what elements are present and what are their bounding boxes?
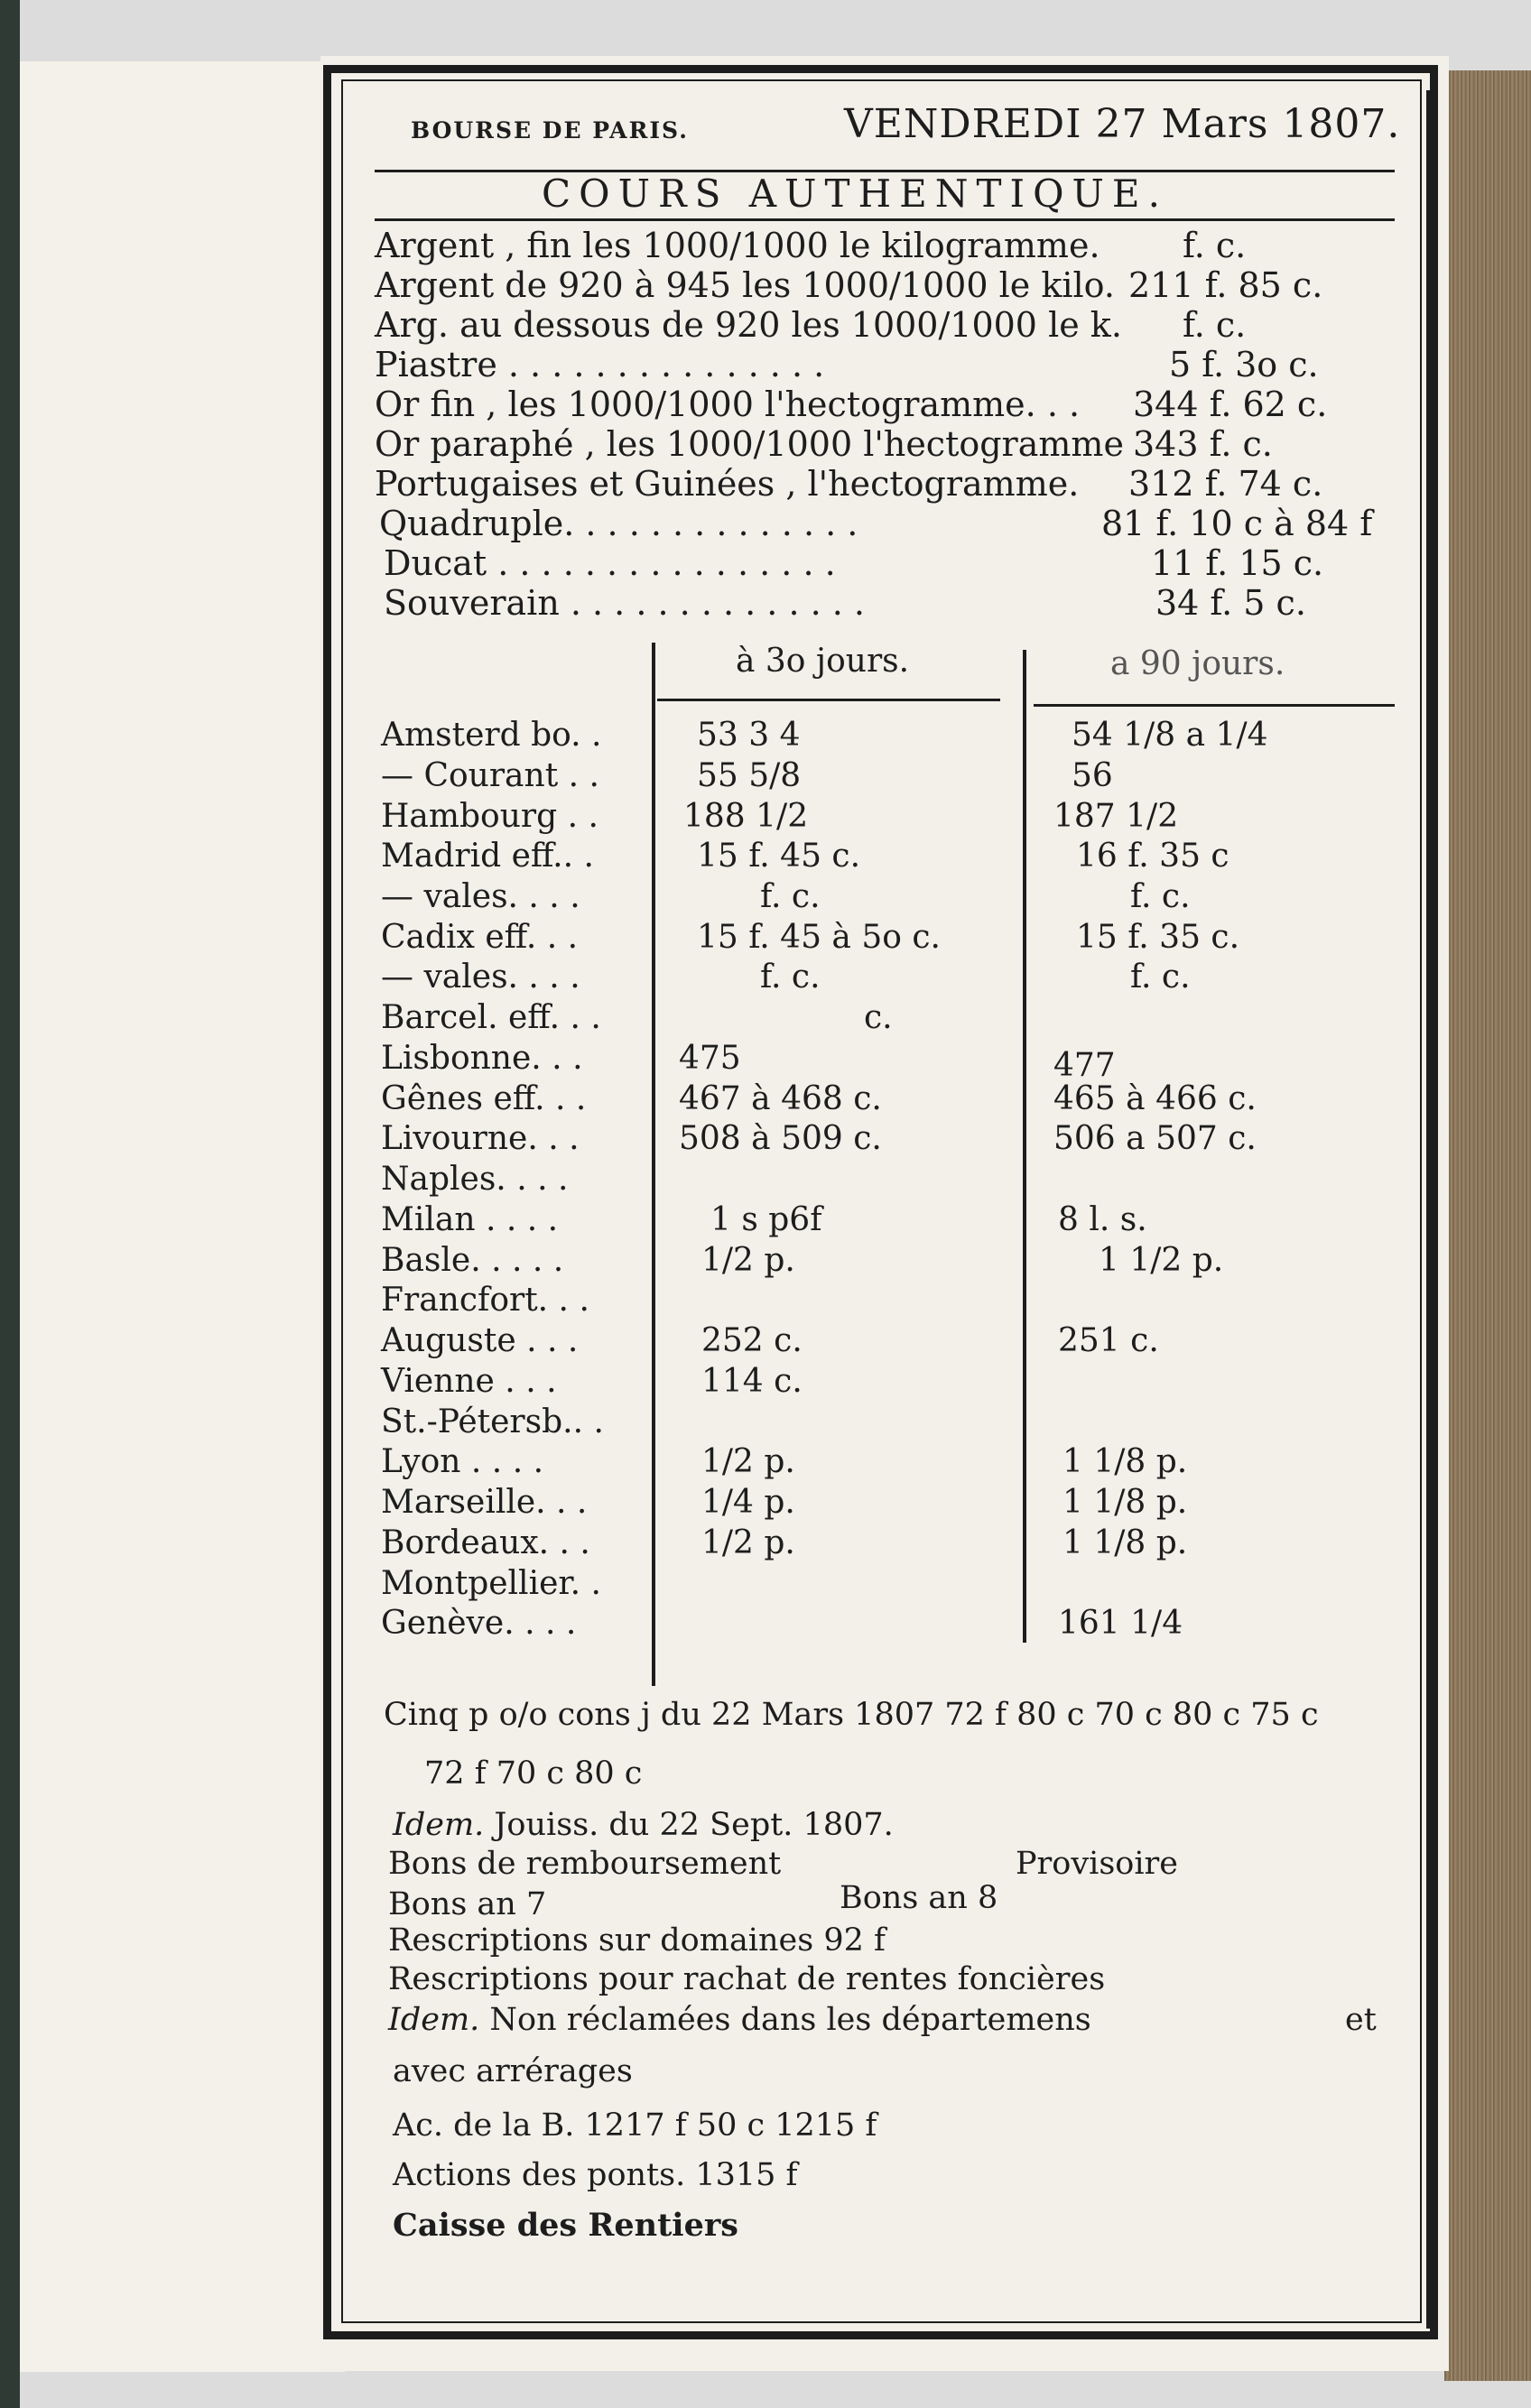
bons-an-8: Bons an 8 <box>840 1880 998 1916</box>
city-name: Barcel. eff. . . <box>381 999 601 1036</box>
rate-30: 188 1/2 <box>683 798 809 835</box>
col-30-header: à 3o jours. <box>736 643 910 680</box>
metal-price: 343 f. c. <box>1133 424 1273 464</box>
rate-30: c. <box>864 999 893 1036</box>
rate-90: 161 1/4 <box>1058 1605 1183 1642</box>
city-name: — vales. . . . <box>381 959 580 996</box>
city-name: Lyon . . . . <box>381 1443 544 1480</box>
rate-90: 506 a 507 c. <box>1053 1120 1257 1157</box>
bulletin-date: VENDREDI 27 Mars 1807. <box>844 101 1401 147</box>
table-row <box>381 756 1113 797</box>
cinq-pour-cent-line: Cinq p o/o cons j du 22 Mars 1807 72 f 80 c 70 c 80 c 75 c <box>384 1697 1319 1733</box>
metal-label: Quadruple. . . . . . . . . . . . . . <box>379 504 858 543</box>
rescriptions-rachat: Rescriptions pour rachat de rentes foncières <box>388 1961 1106 1997</box>
city-name: Vienne . . . <box>381 1363 557 1400</box>
city-name: Genève. . . . <box>381 1605 577 1642</box>
city-name: Naples. . . . <box>381 1161 569 1198</box>
cours-title: COURS AUTHENTIQUE. <box>542 171 1168 216</box>
idem-label: Idem. <box>388 2002 480 2038</box>
table-row <box>381 1160 568 1200</box>
rate-90: 251 c. <box>1058 1322 1159 1359</box>
city-name: Basle. . . . . <box>381 1242 564 1279</box>
city-name: Francfort. . . <box>381 1282 589 1319</box>
table-row <box>381 716 1268 756</box>
rescriptions-domaines: Rescriptions sur domaines 92 f <box>388 1922 886 1959</box>
rate-90: 465 à 466 c. <box>1053 1080 1257 1117</box>
rate-30: 1/2 p. <box>701 1242 795 1279</box>
rate-30: 1/2 p. <box>701 1443 795 1480</box>
table-row <box>381 1119 1257 1160</box>
idem-label: Idem. <box>393 1807 485 1843</box>
table-row <box>381 1079 1257 1120</box>
metal-label: Argent de 920 à 945 les 1000/1000 le kilo. <box>375 265 1115 305</box>
actions-banque: Ac. de la B. 1217 f 50 c 1215 f <box>393 2107 877 2144</box>
rate-90: 187 1/2 <box>1053 798 1179 835</box>
rate-30: 15 f. 45 c. <box>697 838 861 875</box>
col-90-rule <box>1034 704 1395 707</box>
metal-price: 81 f. 10 c à 84 f <box>1101 504 1373 543</box>
bons-remboursement: Bons de remboursement <box>388 1846 782 1882</box>
city-name: Cadix eff. . . <box>381 919 579 956</box>
right-border-bar <box>1426 90 1434 2329</box>
idem-jouiss-line <box>393 1807 894 1843</box>
rate-30: 15 f. 45 à 5o c. <box>697 919 941 956</box>
table-row <box>381 1442 1188 1483</box>
table-row <box>381 877 1191 918</box>
table-row <box>381 1039 1116 1084</box>
table-row <box>381 1564 601 1605</box>
metal-label: Portugaises et Guinées , l'hectogramme. <box>375 464 1080 504</box>
idem-jouiss-text: Jouiss. du 22 Sept. 1807. <box>484 1807 894 1843</box>
city-name: — vales. . . . <box>381 878 580 915</box>
rate-90: 15 f. 35 c. <box>1076 919 1240 956</box>
city-name: — Courant . . <box>381 757 599 794</box>
rate-90: f. c. <box>1130 878 1191 915</box>
metal-price: 344 f. 62 c. <box>1133 384 1328 424</box>
rate-90: 16 f. 35 c <box>1076 838 1229 875</box>
provisoire-label: Provisoire <box>1016 1846 1178 1882</box>
city-name: Montpellier. . <box>381 1565 601 1602</box>
metal-label: Ducat . . . . . . . . . . . . . . . . <box>384 543 836 583</box>
table-row <box>381 797 1179 838</box>
caisse-rentiers: Caisse des Rentiers <box>393 2207 739 2244</box>
metal-label: Argent , fin les 1000/1000 le kilogramme. <box>375 226 1100 265</box>
rate-30: 475 <box>679 1040 741 1077</box>
metal-label: Arg. au dessous de 920 les 1000/1000 le k. <box>375 305 1122 345</box>
rate-90: 1 1/8 p. <box>1062 1443 1188 1480</box>
table-row <box>381 837 1229 877</box>
rate-90: 54 1/8 a 1/4 <box>1072 717 1268 754</box>
column-rule-left <box>652 643 655 1686</box>
page-edges <box>1444 70 1531 2381</box>
metal-price: f. c. <box>1183 226 1247 265</box>
book-spine <box>0 0 20 2408</box>
city-name: Hambourg . . <box>381 798 598 835</box>
table-row <box>381 1403 604 1443</box>
rate-30: 508 à 509 c. <box>679 1120 882 1157</box>
city-name: Gênes eff. . . <box>381 1080 587 1117</box>
header-rule-bottom <box>375 218 1395 221</box>
table-row <box>381 1321 1159 1362</box>
idem-non-reclamees <box>388 2002 1091 2038</box>
metal-price: 211 f. 85 c. <box>1128 265 1323 305</box>
city-name: Amsterd bo. . <box>381 717 602 754</box>
col-90-header: a 90 jours. <box>1110 645 1285 682</box>
rate-30: f. c. <box>760 959 821 996</box>
rate-30: 55 5/8 <box>697 757 802 794</box>
idem-non-reclamees-text: Non réclamées dans les départemens <box>479 2002 1091 2038</box>
table-row <box>381 1281 589 1321</box>
rate-90: 56 <box>1072 757 1113 794</box>
rate-30: 252 c. <box>701 1322 803 1359</box>
table-row <box>381 998 893 1039</box>
table-row <box>381 1483 1188 1524</box>
column-rule-right <box>1023 650 1026 1643</box>
rate-90: 1 1/2 p. <box>1099 1242 1224 1279</box>
metal-label: Or paraphé , les 1000/1000 l'hectogramme <box>375 424 1124 464</box>
col-30-rule <box>657 699 1000 701</box>
city-name: St.-Pétersb.. . <box>381 1403 604 1440</box>
metal-price: 312 f. 74 c. <box>1128 464 1323 504</box>
rate-30: 1 s p6f <box>710 1201 822 1238</box>
table-row <box>381 1604 1183 1644</box>
city-name: Madrid eff.. . <box>381 838 594 875</box>
rate-90: 1 1/8 p. <box>1062 1524 1188 1561</box>
rate-30: 1/2 p. <box>701 1524 795 1561</box>
cinq-pour-cent-cont: 72 f 70 c 80 c <box>424 1755 643 1792</box>
city-name: Milan . . . . <box>381 1201 559 1238</box>
rate-30: 1/4 p. <box>701 1484 795 1521</box>
left-blank-page <box>20 61 345 2372</box>
metal-price: 5 f. 3o c. <box>1169 345 1319 384</box>
rate-30: f. c. <box>760 878 821 915</box>
table-row <box>381 1362 803 1403</box>
actions-ponts: Actions des ponts. 1315 f <box>393 2157 798 2193</box>
rate-30: 467 à 468 c. <box>679 1080 882 1117</box>
bourse-title: BOURSE DE PARIS. <box>411 117 689 144</box>
city-name: Lisbonne. . . <box>381 1040 583 1077</box>
rate-90: f. c. <box>1130 959 1191 996</box>
metal-price: 11 f. 15 c. <box>1151 543 1324 583</box>
table-row <box>381 1200 1147 1241</box>
et-word: et <box>1345 2002 1377 2038</box>
metal-label: Souverain . . . . . . . . . . . . . . <box>384 583 866 623</box>
table-row <box>381 958 1191 998</box>
table-row <box>381 918 1240 959</box>
table-row <box>381 1241 1224 1282</box>
rate-30: 53 3 4 <box>697 717 801 754</box>
city-name: Bordeaux. . . <box>381 1524 590 1561</box>
rate-90: 1 1/8 p. <box>1062 1484 1188 1521</box>
rate-90: 8 l. s. <box>1058 1201 1147 1238</box>
metal-price: 34 f. 5 c. <box>1155 583 1306 623</box>
metal-label: Or fin , les 1000/1000 l'hectogramme. . . <box>375 384 1081 424</box>
city-name: Livourne. . . <box>381 1120 580 1157</box>
metal-price: f. c. <box>1183 305 1247 345</box>
table-row <box>381 1524 1188 1564</box>
city-name: Auguste . . . <box>381 1322 579 1359</box>
rate-90: 477 <box>1053 1047 1116 1084</box>
rate-30: 114 c. <box>701 1363 803 1400</box>
avec-arrerages: avec arrérages <box>393 2053 633 2089</box>
city-name: Marseille. . . <box>381 1484 588 1521</box>
bons-an-7: Bons an 7 <box>388 1886 547 1922</box>
metal-label: Piastre . . . . . . . . . . . . . . . <box>375 345 825 384</box>
